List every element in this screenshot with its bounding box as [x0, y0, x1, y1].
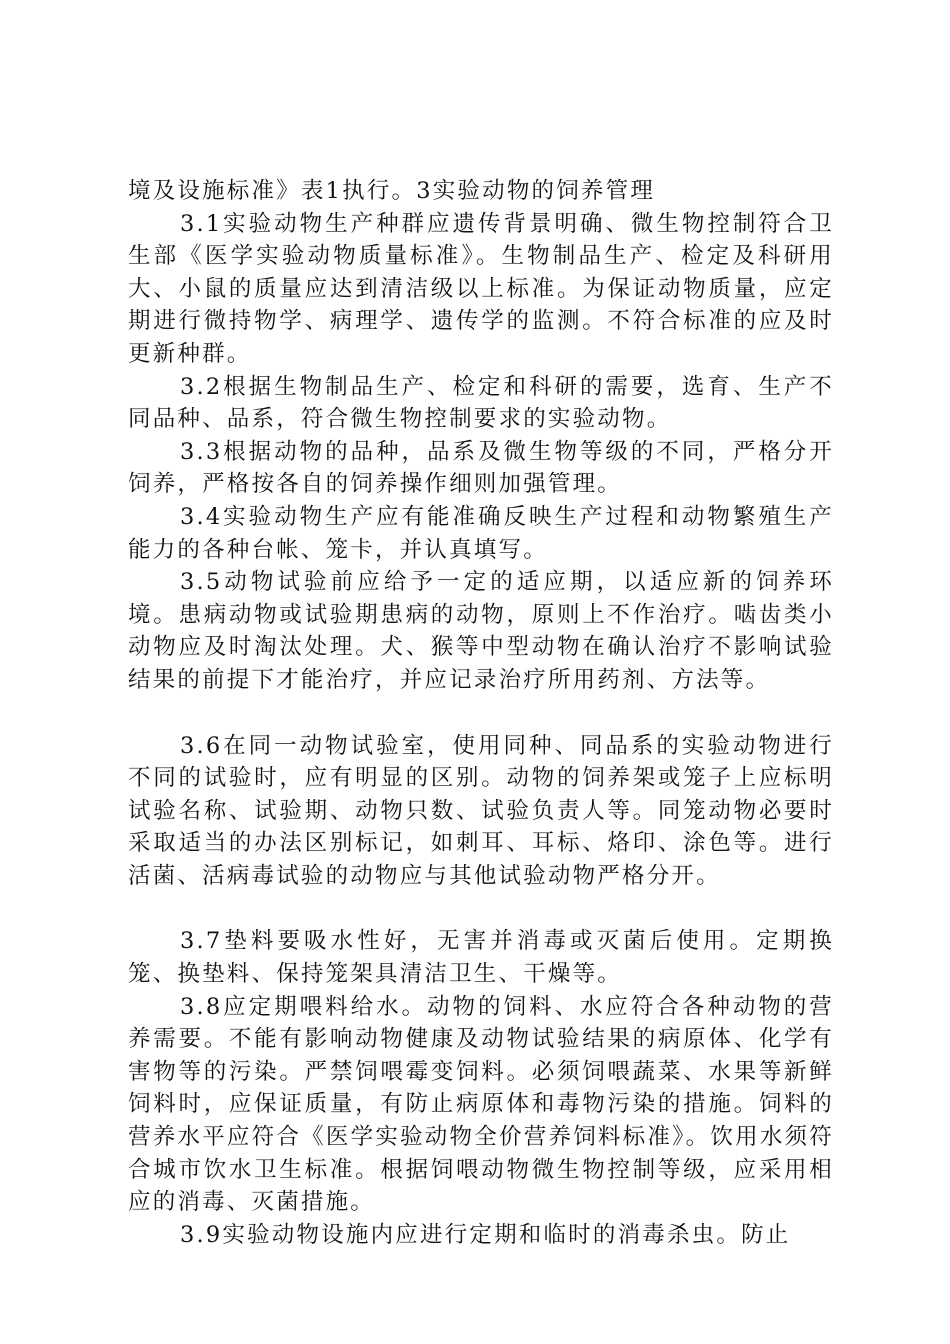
- paragraph-3-3: 3.3根据动物的品种，品系及微生物等级的不同，严格分开饲养，严格按各自的饲养操作细则加强管理。: [128, 438, 834, 498]
- paragraph-3-1: 3.1实验动物生产种群应遗传背景明确、微生物控制符合卫生部《医学实验动物质量标准》。生物制品生产、检定及科研用大、小鼠的质量应达到清洁级以上标准。为保证动物质量，应定期进行微持物学、病理学、遗传学的监测。不符合标准的应及时更新种群。: [128, 210, 834, 367]
- paragraph-3-6: 3.6在同一动物试验室，使用同种、同品系的实验动物进行不同的试验时，应有明显的区别。动物的饲养架或笼子上应标明试验名称、试验期、动物只数、试验负责人等。同笼动物必要时采取适当的办法区别标记，如刺耳、耳标、烙印、涂色等。进行活菌、活病毒试验的动物应与其他试验动物严格分开。: [128, 732, 834, 889]
- paragraph-3-9: 3.9实验动物设施内应进行定期和临时的消毒杀虫。防止: [180, 1221, 791, 1248]
- paragraph-3-5: 3.5动物试验前应给予一定的适应期，以适应新的饲养环境。患病动物或试验期患病的动物，原则上不作治疗。啮齿类小动物应及时淘汰处理。犬、猴等中型动物在确认治疗不影响试验结果的前提下才能治疗，并应记录治疗所用药剂、方法等。: [128, 569, 834, 693]
- paragraph-3-7: 3.7垫料要吸水性好，无害并消毒或灭菌后使用。定期换笼、换垫料、保持笼架具清洁卫生、干燥等。: [128, 928, 834, 988]
- paragraph-3-8: 3.8应定期喂料给水。动物的饲料、水应符合各种动物的营养需要。不能有影响动物健康及动物试验结果的病原体、化学有害物等的污染。严禁饲喂霉变饲料。必须饲喂蔬菜、水果等新鲜饲料时，应保证质量，有防止病原体和毒物污染的措施。饲料的营养水平应符合《医学实验动物全价营养饲料标准》。饮用水须符合城市饮水卫生标准。根据饲喂动物微生物控制等级，应采用相应的消毒、灭菌措施。: [128, 993, 834, 1216]
- paragraph-3-2: 3.2根据生物制品生产、检定和科研的需要，选育、生产不同品种、品系，符合微生物控制要求的实验动物。: [128, 373, 834, 433]
- paragraph-3-4: 3.4实验动物生产应有能准确反映生产过程和动物繁殖生产能力的各种台帐、笼卡，并认真填写。: [128, 503, 834, 563]
- paragraph-continuation: 境及设施标准》表1执行。3实验动物的饲养管理: [128, 178, 656, 204]
- document-body: [128, 175, 834, 1251]
